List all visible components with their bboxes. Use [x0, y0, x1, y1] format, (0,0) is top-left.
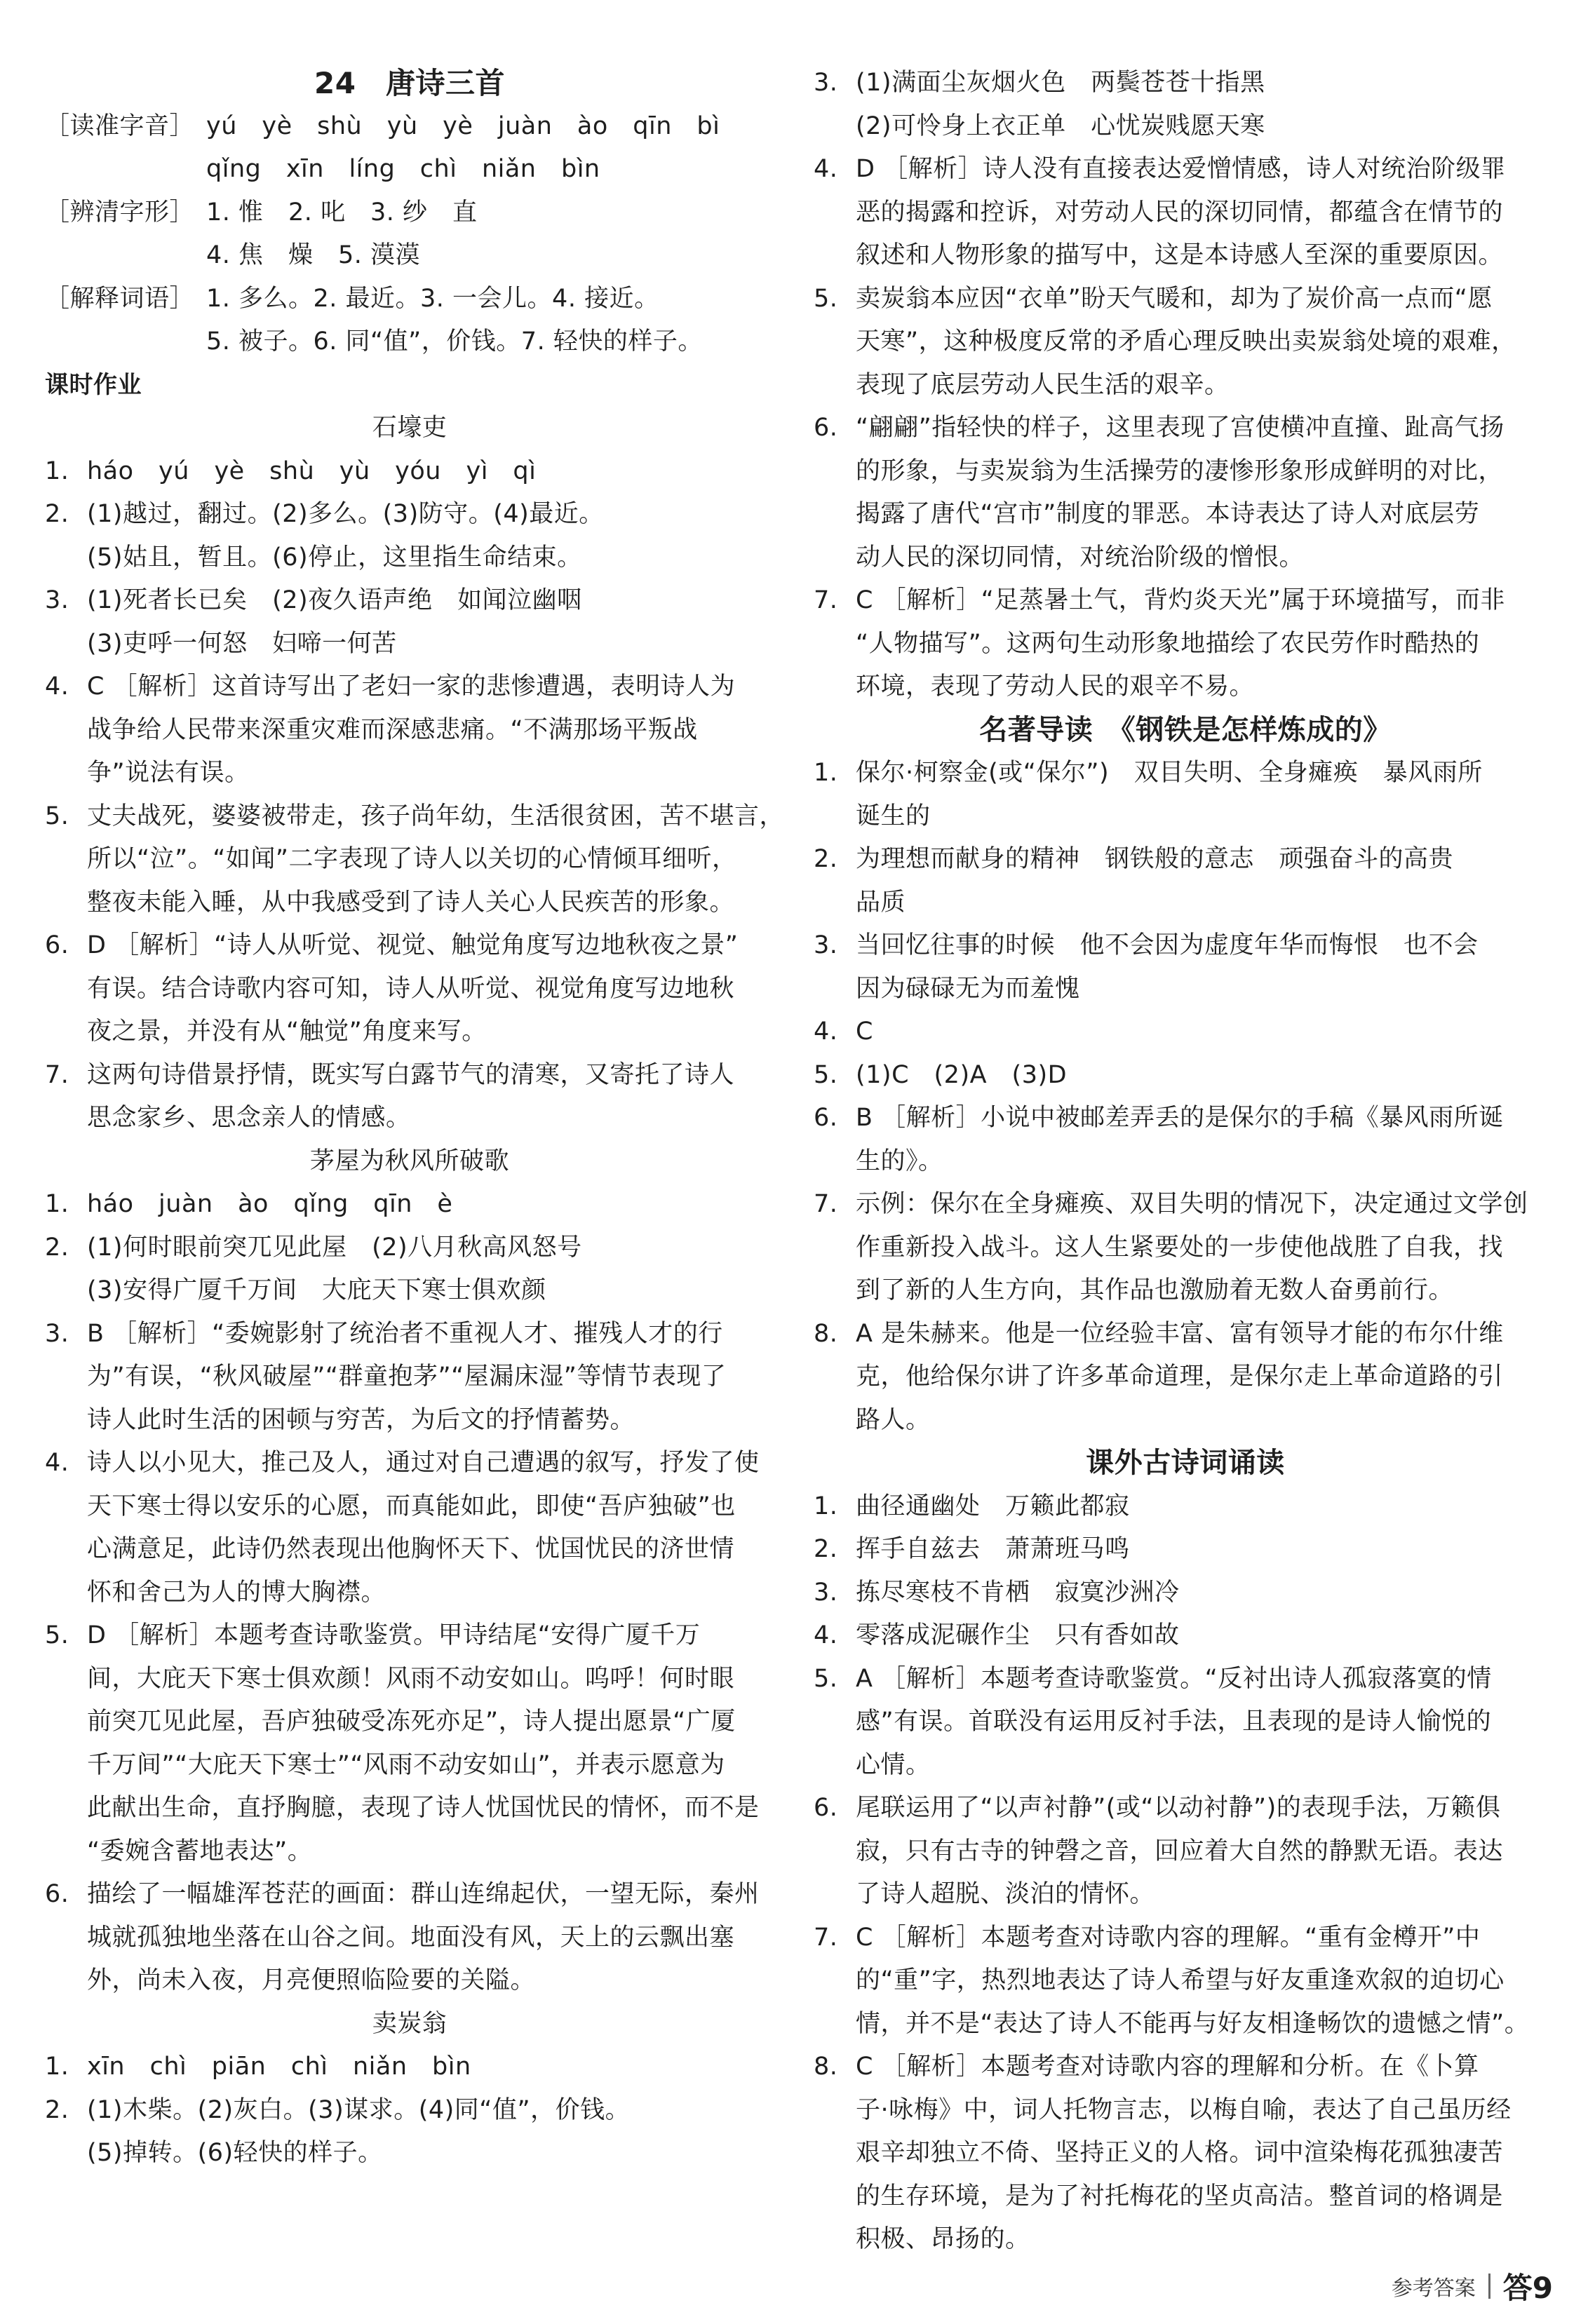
item-number: 8. [814, 2053, 838, 2081]
item-number: 1. [45, 457, 69, 485]
item-number: 6. [814, 1104, 838, 1132]
answer-item [45, 493, 774, 536]
continuation-line: (5)姑且，暂且。(6)停止，这里指生命结束。 [87, 543, 582, 572]
footer-label: 参考答案 [1391, 2276, 1476, 2301]
item-text: 诗人以小见大，推己及人，通过对自己遭遇的叙写，抒发了使 [87, 1449, 760, 1477]
item-text: “翩翩”指轻快的样子，这里表现了宫使横冲直撞、趾高气扬 [856, 414, 1505, 442]
item-number: 1. [814, 759, 838, 787]
item-number: 8. [814, 1319, 838, 1348]
item-text: xīn chì piān chì niǎn bìn [87, 2053, 471, 2081]
answer-item [814, 148, 1557, 191]
continuation-line: 争”说法有误。 [87, 759, 250, 787]
continuation-line: 的“重”字，热烈地表达了诗人希望与好友重逢欢叙的迫切心 [856, 1966, 1505, 1994]
continuation-line: 夜之景，并没有从“触觉”角度来写。 [87, 1018, 487, 1046]
continuation-line: 城就孤独地坐落在山谷之间。地面没有风，天上的云飘出塞 [87, 1923, 735, 1952]
item-text: C [856, 1018, 873, 1046]
continuation-line: 艰辛却独立不倚、坚持正义的人格。词中渲染梅花孤独凄苦 [856, 2139, 1504, 2167]
answer-item [814, 1572, 1557, 1615]
continuation-line: 积极、昂扬的。 [856, 2225, 1030, 2253]
continuation-line: 天下寒士得以安乐的心愿，而真能如此，即使“吾庐独破”也 [87, 1492, 736, 1520]
answer-item [814, 924, 1557, 968]
answer-item [45, 1227, 774, 1270]
tagged-line [45, 105, 774, 149]
continuation-line: 诗人此时生活的困顿与穷苦，为后文的抒情蓄势。 [87, 1405, 635, 1434]
item-number: 3. [45, 1319, 69, 1348]
continuation-line: (3)吏呼一何怒 妇啼一何苦 [87, 629, 397, 658]
footer-divider [1488, 2274, 1490, 2299]
continuation-line: 诞生的 [856, 802, 931, 830]
item-number: 6. [45, 1880, 69, 1908]
answer-item [45, 1614, 774, 1658]
item-number: 2. [814, 845, 838, 873]
item-text: (1)C (2)A (3)D [856, 1060, 1068, 1089]
item-number: 7. [814, 1190, 838, 1218]
continuation-line: 情，并不是“表达了诗人不能再与好友相逢畅饮的遗憾之情”。 [856, 2009, 1530, 2038]
item-text: (1)越过，翻过。(2)多么。(3)防守。(4)最近。 [87, 500, 604, 528]
item-number: 7. [45, 1060, 69, 1089]
item-text: A 是朱赫来。他是一位经验丰富、富有领导才能的布尔什维 [856, 1319, 1504, 1348]
continuation-line: 路人。 [856, 1405, 931, 1434]
item-number: 3. [814, 931, 838, 959]
continuation-line: 间，大庇天下寒士俱欢颜！风雨不动安如山。呜呼！何时眼 [87, 1664, 735, 1693]
continuation-line: 千万间”“大庇天下寒士”“风雨不动安如山”，并表示愿意为 [87, 1750, 725, 1779]
item-number: 5. [814, 284, 838, 313]
continuation-line: 整夜未能入睡，从中我感受到了诗人关心人民疾苦的形象。 [87, 888, 735, 917]
item-number: 4. [45, 673, 69, 701]
poem-title: 卖炭翁 [372, 2009, 447, 2038]
item-text: 丈夫战死，婆婆被带走，孩子尚年幼，生活很贫困，苦不堪言， [87, 802, 785, 830]
poem-title: 石壕吏 [372, 414, 447, 442]
answer-item [45, 795, 785, 839]
item-text: C ［解析］这首诗写出了老妇一家的悲惨遭遇，表明诗人为 [87, 673, 736, 701]
answer-item [814, 1787, 1557, 1830]
line-text: 1. 惟 2. 叱 3. 纱 直 [206, 198, 478, 227]
item-number: 5. [814, 1060, 838, 1089]
tagged-line [45, 191, 774, 235]
continuation-line: 子·咏梅》中，词人托物言志，以梅自喻，表达了自己虽历经 [856, 2095, 1512, 2124]
left-column [45, 62, 785, 2175]
item-text: B ［解析］小说中被邮差弄丢的是保尔的手稿《暴风雨所诞 [856, 1104, 1504, 1132]
continuation-line: 生的》。 [856, 1147, 943, 1175]
item-text: 卖炭翁本应因“衣单”盼天气暖和，却为了炭价高一点而“愿 [856, 284, 1493, 313]
answer-item [814, 2046, 1557, 2089]
continuation-line: 寂，只有古寺的钟磬之音，回应着大自然的静默无语。表达 [856, 1837, 1504, 1865]
answer-item [45, 1873, 774, 1917]
continuation-line: 动人民的深切同情，对统治阶级的憎恨。 [856, 543, 1305, 572]
item-text: C ［解析］“足蒸暑土气，背灼炎天光”属于环境描写，而非 [856, 586, 1505, 614]
item-number: 3. [814, 69, 838, 97]
item-text: 这两句诗借景抒情，既实写白露节气的清寒，又寄托了诗人 [87, 1060, 735, 1089]
item-number: 4. [814, 1621, 838, 1649]
continuation-line: 感”有误。首联没有运用反衬手法，且表现的是诗人愉悦的 [856, 1708, 1492, 1736]
item-text: 为理想而献身的精神 钢铁般的意志 顽强奋斗的高贵 [856, 845, 1454, 873]
answer-item [814, 1313, 1557, 1356]
continuation-line: (5)掉转。(6)轻快的样子。 [87, 2139, 383, 2167]
item-text: A ［解析］本题考查诗歌鉴赏。“反衬出诗人孤寂落寞的情 [856, 1664, 1492, 1693]
section-title: 课外古诗词诵读 [1086, 1447, 1285, 1479]
item-text: (1)死者长已矣 (2)夜久语声绝 如闻泣幽咽 [87, 586, 582, 614]
continuation-line: 所以“泣”。“如闻”二字表现了诗人以关切的心情倾耳细听， [87, 845, 737, 873]
continuation-line: “人物描写”。这两句生动形象地描绘了农民劳作时酷热的 [856, 629, 1480, 658]
item-number: 2. [45, 1233, 69, 1262]
answer-item [814, 1917, 1557, 1960]
item-number: 3. [814, 1578, 838, 1607]
continuation-line: 了诗人超脱、淡泊的情怀。 [856, 1880, 1155, 1908]
item-number: 4. [814, 155, 838, 183]
page-number: 答9 [1502, 2271, 1553, 2305]
continuation-line: 为”有误，“秋风破屋”“群童抱茅”“屋漏床湿”等情节表现了 [87, 1363, 727, 1391]
line-text: 1. 多么。2. 最近。3. 一会儿。4. 接近。 [206, 284, 659, 313]
item-number: 5. [45, 1621, 69, 1649]
answer-item [45, 579, 774, 623]
continuation-line: 表现了底层劳动人民生活的艰辛。 [856, 370, 1230, 399]
item-number: 1. [45, 1190, 69, 1218]
answer-item [45, 924, 774, 968]
continuation-line: qǐng xīn líng chì niǎn bìn [206, 155, 600, 183]
continuation-line: 环境，表现了劳动人民的艰辛不易。 [856, 673, 1255, 701]
item-number: 4. [814, 1018, 838, 1046]
continuation-line: (3)安得广厦千万间 大庇天下寒士俱欢颜 [87, 1276, 546, 1304]
item-text: C ［解析］本题考查对诗歌内容的理解和分析。在《卜算 [856, 2053, 1479, 2081]
item-text: D ［解析］“诗人从听觉、视觉、触觉角度写边地秋夜之景” [87, 931, 739, 959]
item-number: 4. [45, 1449, 69, 1477]
continuation-line: 天寒”，这种极度反常的矛盾心理反映出卖炭翁处境的艰难， [856, 327, 1516, 356]
continuation-line: 前突兀见此屋，吾庐独破受冻死亦足”，诗人提出愿景“广厦 [87, 1708, 736, 1736]
continuation-line: 5. 被子。6. 同“值”，价钱。7. 轻快的样子。 [206, 327, 703, 356]
section-label: 课时作业 [45, 370, 142, 399]
tagged-line [45, 278, 774, 321]
continuation-line: 叙述和人物形象的描写中，这是本诗感人至深的重要原因。 [856, 241, 1504, 269]
answer-item [45, 2089, 774, 2133]
item-number: 6. [814, 1794, 838, 1822]
item-number: 3. [45, 586, 69, 614]
item-text: háo yú yè shù yù yóu yì qì [87, 457, 537, 485]
answer-item [814, 1011, 1557, 1054]
answer-item [45, 1313, 774, 1356]
continuation-line: 外，尚未入夜，月亮便照临险要的关隘。 [87, 1966, 536, 1994]
answer-item [814, 1097, 1557, 1140]
continuation-line: 品质 [856, 888, 906, 917]
continuation-line: 此献出生命，直抒胸臆，表现了诗人忧国忧民的情怀，而不是 [87, 1794, 760, 1822]
category-tag: ［读准字音］ [45, 112, 195, 140]
continuation-line: 4. 焦 燥 5. 漠漠 [206, 241, 421, 269]
item-text: B ［解析］“委婉影射了统治者不重视人才、摧残人才的行 [87, 1319, 723, 1348]
poem-title: 茅屋为秋风所破歌 [309, 1147, 509, 1175]
item-text: (1)满面尘灰烟火色 两鬓苍苍十指黑 [856, 69, 1265, 97]
item-text: 保尔·柯察金(或“保尔”) 双目失明、全身瘫痪 暴风雨所 [856, 759, 1483, 787]
category-tag: ［辨清字形］ [45, 198, 195, 227]
line-text: yú yè shù yù yè juàn ào qīn bì [206, 112, 720, 140]
item-number: 5. [814, 1664, 838, 1693]
answer-item [814, 1658, 1557, 1701]
page-footer [1392, 2266, 1553, 2306]
item-text: 曲径通幽处 万籁此都寂 [856, 1492, 1130, 1520]
item-text: C ［解析］本题考查对诗歌内容的理解。“重有金樽开”中 [856, 1923, 1481, 1952]
item-number: 2. [45, 500, 69, 528]
continuation-line: 战争给人民带来深重灾难而深感悲痛。“不满那场平叛战 [87, 715, 698, 744]
item-text: 尾联运用了“以声衬静”(或“以动衬静”)的表现手法，万籁俱 [856, 1794, 1501, 1822]
answer-item [814, 752, 1557, 795]
answer-item [814, 1054, 1557, 1097]
continuation-line: 因为碌碌无为而羞愧 [856, 974, 1080, 1003]
item-text: 零落成泥碾作尘 只有香如故 [856, 1621, 1180, 1649]
answer-item [45, 1442, 774, 1485]
continuation-line: 揭露了唐代“宫市”制度的罪恶。本诗表达了诗人对底层劳 [856, 500, 1480, 528]
answer-item [45, 2046, 774, 2089]
item-text: háo juàn ào qǐng qīn è [87, 1190, 453, 1218]
item-text: 当回忆往事的时候 他不会因为虚度年华而悔恨 也不会 [856, 931, 1479, 959]
item-text: (1)木柴。(2)灰白。(3)谋求。(4)同“值”，价钱。 [87, 2095, 631, 2124]
answer-item [45, 666, 774, 709]
continuation-line: (2)可怜身上衣正单 心忧炭贱愿天寒 [856, 112, 1265, 140]
item-number: 2. [45, 2095, 69, 2124]
item-text: 描绘了一幅雄浑苍茫的画面：群山连绵起伏，一望无际，秦州 [87, 1880, 760, 1908]
answer-item [814, 579, 1557, 623]
item-number: 7. [814, 586, 838, 614]
item-text: 示例：保尔在全身瘫痪、双目失明的情况下，决定通过文学创 [856, 1190, 1528, 1218]
continuation-line: 的生存环境，是为了衬托梅花的坚贞高洁。整首词的格调是 [856, 2182, 1504, 2210]
answer-item [45, 1183, 774, 1227]
item-number: 1. [45, 2053, 69, 2081]
continuation-line: 心满意足，此诗仍然表现出他胸怀天下、忧国忧民的济世情 [87, 1535, 735, 1563]
answer-item [814, 1183, 1557, 1227]
item-number: 7. [814, 1923, 838, 1952]
item-number: 5. [45, 802, 69, 830]
item-text: D ［解析］本题考查诗歌鉴赏。甲诗结尾“安得广厦千万 [87, 1621, 701, 1649]
answer-item [814, 62, 1557, 105]
right-column [814, 62, 1557, 2262]
section-title: 名著导读 《钢铁是怎样炼成的》 [979, 713, 1392, 746]
answer-item [814, 278, 1557, 321]
continuation-line: 有误。结合诗歌内容可知，诗人从听觉、视觉角度写边地秋 [87, 974, 735, 1003]
lesson-title: 24 唐诗三首 [314, 66, 505, 100]
item-number: 1. [814, 1492, 838, 1520]
continuation-line: 怀和舍己为人的博大胸襟。 [87, 1578, 386, 1607]
item-number: 6. [45, 931, 69, 959]
continuation-line: 思念家乡、思念亲人的情感。 [87, 1104, 411, 1132]
answer-item [814, 1614, 1557, 1658]
continuation-line: 作重新投入战斗。这人生紧要处的一步使他战胜了自我，找 [856, 1233, 1504, 1262]
item-text: (1)何时眼前突兀见此屋 (2)八月秋高风怒号 [87, 1233, 582, 1262]
continuation-line: 的形象，与卖炭翁为生活操劳的凄惨形象形成鲜明的对比， [856, 457, 1504, 485]
continuation-line: “委婉含蓄地表达”。 [87, 1837, 313, 1865]
continuation-line: 恶的揭露和控诉，对劳动人民的深切同情，都蕴含在情节的 [856, 198, 1504, 227]
continuation-line: 到了新的人生方向，其作品也激励着无数人奋勇前行。 [856, 1276, 1454, 1304]
answer-item [45, 450, 774, 494]
item-number: 6. [814, 414, 838, 442]
item-text: 拣尽寒枝不肯栖 寂寞沙洲冷 [856, 1578, 1180, 1607]
continuation-line: 克，他给保尔讲了许多革命道理，是保尔走上革命道路的引 [856, 1363, 1504, 1391]
answer-item [814, 838, 1557, 881]
continuation-line: 心情。 [856, 1750, 931, 1779]
answer-item [814, 1528, 1557, 1572]
item-number: 2. [814, 1535, 838, 1563]
item-text: D ［解析］诗人没有直接表达爱憎情感，诗人对统治阶级罪 [856, 155, 1506, 183]
answer-item [45, 1054, 774, 1097]
category-tag: ［解释词语］ [45, 284, 195, 313]
answer-item [814, 1485, 1557, 1529]
item-text: 挥手自兹去 萧萧班马鸣 [856, 1535, 1130, 1563]
answer-item [814, 407, 1557, 450]
